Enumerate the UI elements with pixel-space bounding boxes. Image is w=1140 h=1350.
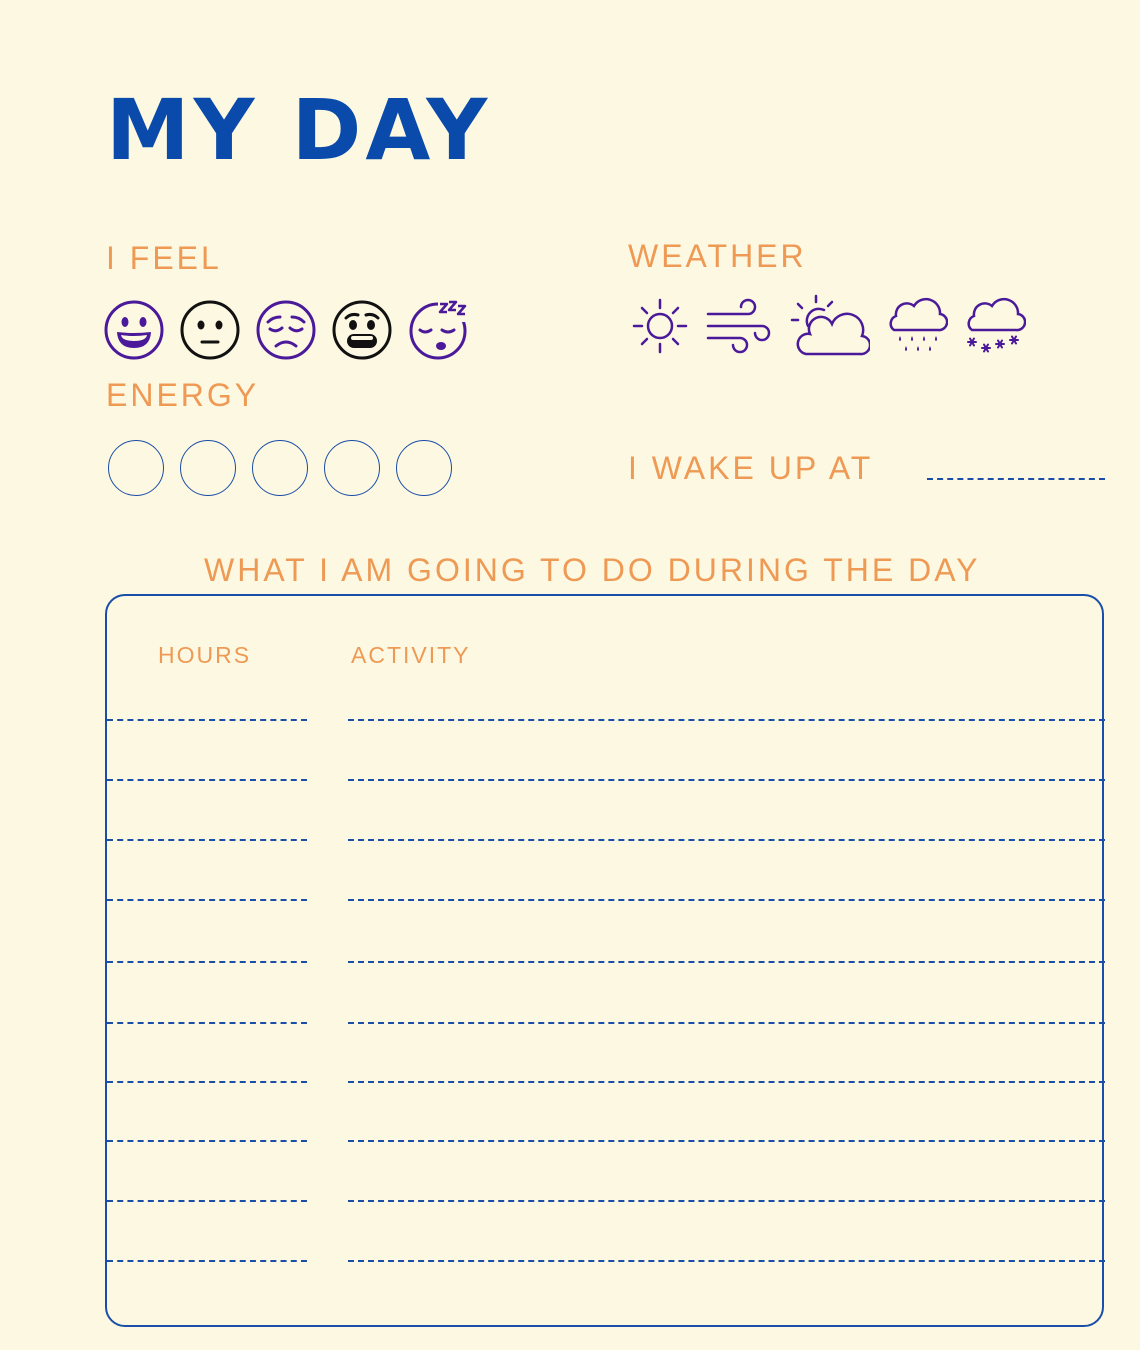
weather-icon-row [630,294,1026,358]
energy-level-1[interactable] [108,440,164,496]
energy-level-5[interactable] [396,440,452,496]
sun-icon[interactable] [630,296,690,356]
rain-cloud-icon[interactable] [884,294,948,358]
activity-field[interactable] [348,1022,1105,1024]
hour-field[interactable] [107,719,307,721]
hour-field[interactable] [107,839,307,841]
activity-field[interactable] [348,839,1105,841]
activity-column-header: ACTIVITY [351,642,471,668]
energy-level-row [108,440,452,496]
hour-field[interactable] [107,779,307,781]
hour-field[interactable] [107,961,307,963]
activity-field[interactable] [348,1260,1105,1262]
activity-field[interactable] [348,1200,1105,1202]
grinning-face-icon[interactable] [104,300,164,360]
weather-label: WEATHER [628,238,807,274]
sleeping-face-icon[interactable] [408,300,468,360]
page-title: MY DAY [106,81,492,179]
activity-field[interactable] [348,719,1105,721]
snow-cloud-icon[interactable] [962,294,1026,358]
feel-emoji-row [104,300,468,360]
activity-field[interactable] [348,1140,1105,1142]
activity-field[interactable] [348,1081,1105,1083]
hour-field[interactable] [107,1200,307,1202]
shocked-face-icon[interactable] [332,300,392,360]
hour-field[interactable] [107,1081,307,1083]
hour-field[interactable] [107,1140,307,1142]
activity-field[interactable] [348,779,1105,781]
sad-face-icon[interactable] [256,300,316,360]
wake-up-time-field[interactable] [927,478,1105,480]
hour-field[interactable] [107,1022,307,1024]
feel-label: I FEEL [106,240,222,276]
activity-field[interactable] [348,961,1105,963]
partly-cloudy-icon[interactable] [790,294,870,358]
energy-label: ENERGY [106,377,260,413]
energy-level-4[interactable] [324,440,380,496]
activity-field[interactable] [348,899,1105,901]
hours-column-header: HOURS [158,642,252,668]
hour-field[interactable] [107,899,307,901]
neutral-face-icon[interactable] [180,300,240,360]
energy-level-3[interactable] [252,440,308,496]
hour-field[interactable] [107,1260,307,1262]
energy-level-2[interactable] [180,440,236,496]
plan-label: WHAT I AM GOING TO DO DURING THE DAY [204,552,981,588]
wind-icon[interactable] [704,296,776,356]
wake-up-label: I WAKE UP AT [628,450,874,486]
